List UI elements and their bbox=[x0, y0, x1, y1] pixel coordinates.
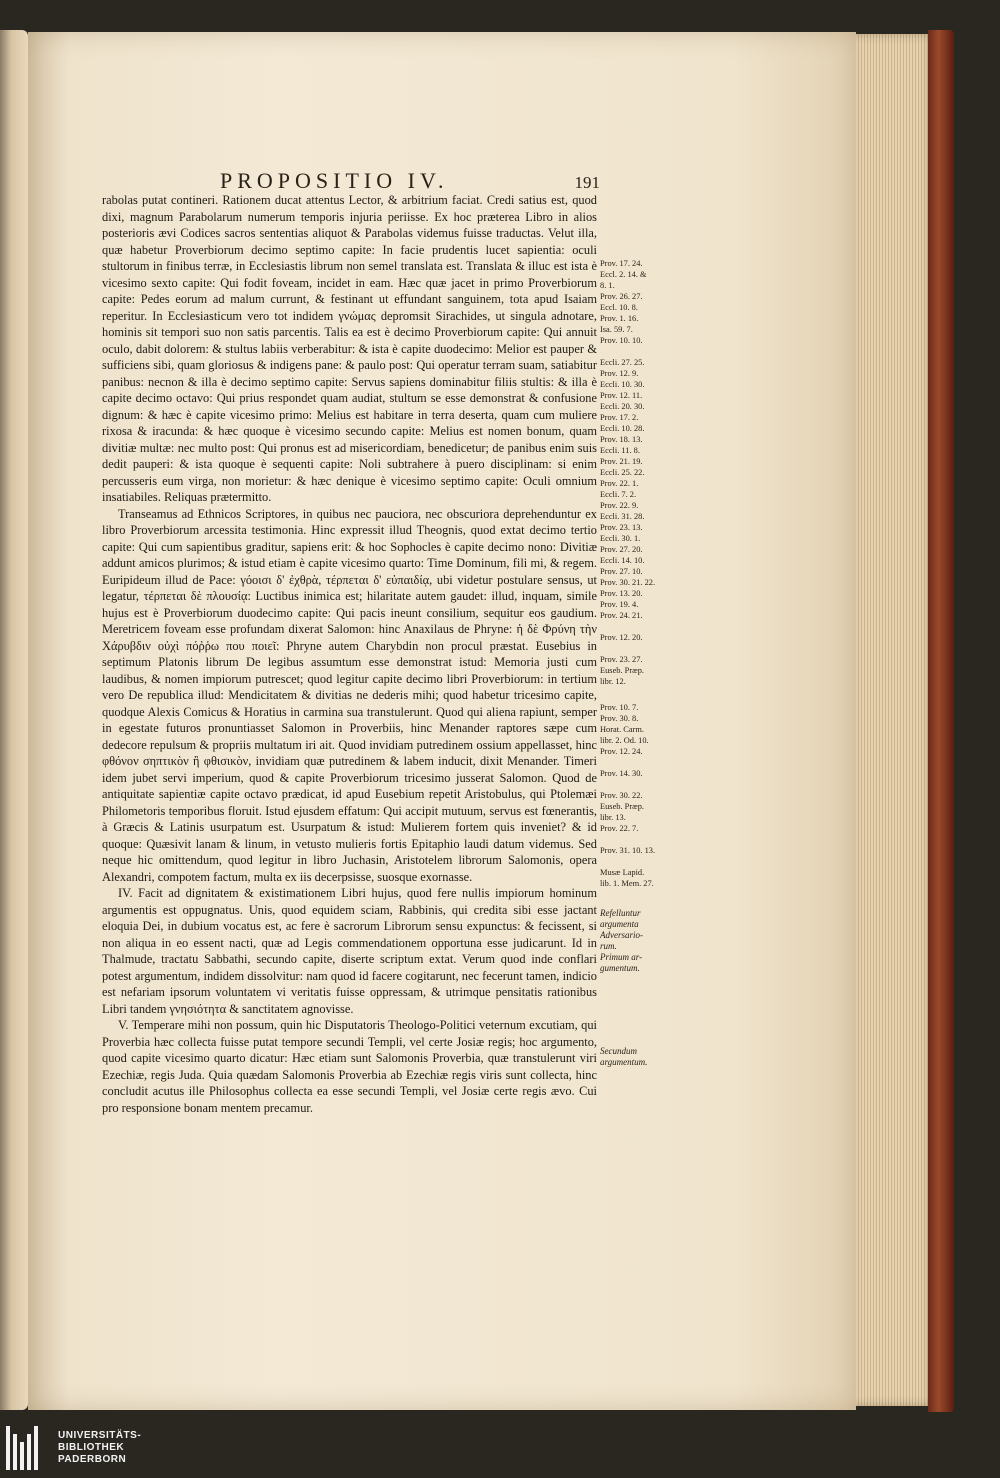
margin-note bbox=[600, 621, 680, 632]
margin-note: Prov. 22. 7. bbox=[600, 824, 639, 833]
paragraph: V. Temperare mihi non possum, quin hic Disputatoris Theologo-Politici veternum excutiam, qui Proverbia hæc collecta fuisse putat tempore secundi Templi, vel certe Josiæ regis; hoc argumento, quod capite vicesimo quarto dicatur: Hæc etiam sunt Salomonis Proverbia, quæ transtulerunt viri Ezechiæ, regis Juda. Quia quædam Salomonis Proverbia ab Ezechiæ regis viris sunt collecta, hinc concludit acutus ille Philosophus collecta ea esse secundi Templi, vel Josiæ certe regis ævo. Cui pro responsione bonam mentem precamur. bbox=[102, 1018, 597, 1115]
margin-note: Prov. 22. 1. bbox=[600, 479, 639, 488]
margin-note: Prov. 14. 30. bbox=[600, 769, 643, 778]
margin-note: Prov. 23. 27. bbox=[600, 655, 643, 664]
margin-note: Secundum bbox=[600, 1046, 637, 1056]
margin-note: Prov. 12. 24. bbox=[600, 747, 643, 756]
margin-note: Eccli. 31. 28. bbox=[600, 512, 645, 521]
margin-note: Prov. 10. 10. bbox=[600, 336, 643, 345]
margin-note: Eccli. 30. 1. bbox=[600, 534, 641, 543]
margin-note: libr. 13. bbox=[600, 813, 626, 822]
margin-note: Eccli. 10. 28. bbox=[600, 424, 645, 433]
page-fore-edge bbox=[856, 34, 936, 1406]
margin-note: Horat. Carm. bbox=[600, 725, 644, 734]
page-number: 191 bbox=[574, 173, 600, 192]
margin-note: Eccli. 27. 25. bbox=[600, 358, 645, 367]
margin-note: Prov. 18. 13. bbox=[600, 435, 643, 444]
margin-note: argumentum. bbox=[600, 1057, 648, 1067]
margin-note bbox=[600, 834, 680, 845]
margin-note: Prov. 21. 19. bbox=[600, 457, 643, 466]
margin-note: Eccl. 2. 14. & bbox=[600, 270, 647, 279]
margin-note: Euseb. Præp. bbox=[600, 666, 644, 675]
facing-page-edge bbox=[0, 30, 28, 1410]
margin-note: Eccli. 7. 2. bbox=[600, 490, 637, 499]
margin-note: Prov. 30. 22. bbox=[600, 791, 643, 800]
margin-note: Primum ar- bbox=[600, 952, 643, 962]
margin-note: Eccli. 11. 8. bbox=[600, 446, 640, 455]
margin-note: Prov. 19. 4. bbox=[600, 600, 639, 609]
margin-note: Prov. 12. 20. bbox=[600, 633, 643, 642]
margin-note: Prov. 30. 21. 22. bbox=[600, 578, 656, 587]
margin-note: Eccli. 25. 22. bbox=[600, 468, 645, 477]
margin-note: 8. 1. bbox=[600, 281, 615, 290]
margin-note: Adversario- bbox=[600, 930, 643, 940]
margin-note: Prov. 17. 2. bbox=[600, 413, 639, 422]
logo-line: BIBLIOTHEK bbox=[58, 1442, 125, 1453]
library-logo bbox=[6, 1426, 141, 1470]
margin-note: rum. bbox=[600, 941, 617, 951]
margin-note: Prov. 22. 9. bbox=[600, 501, 639, 510]
margin-notes-block-4 bbox=[600, 1046, 680, 1068]
paragraph: rabolas putat contineri. Rationem ducat attentus Lector, & arbitrium faciat. Credi satius est, quod dixi, magnum Parabolarum numerum temporis injuria periisse. Ex hoc præterea Libro in alios posterioris ævi Codices sacros sententias aliquot & Parabolas videmus fuisse traductas. Velut illa, quæ habetur Proverbiorum decimo septimo capite: In facie prudentis lucet sapientia: oculi stultorum in finibus terræ, in Ecclesiastis librum non semel translata est. Translata & illuc est ista è vicesimo sexto capite: Qui fodit foveam, incidet in eam. Hæc quæ jacet in primo Proverbiorum capite: Pedes eorum ad malum currunt, & festinant ut effundant sanguinem, tota apud Isaiam reperitur. In Ecclesiasticum vero tot indidem γνώμας depromsit Sirachides, ut singula adnotare, hominis sit tempori suo non satis parcentis. Talis ea est è decimo Proverbiorum capite: Qui annuit oculo, dabit dolorem: & stultus labiis verberabitur: & ista è capite duodecimo: Melior est pauper & sufficiens sibi, quam gloriosus & indigens pane: & paulo post: Qui operatur terram suam, satiabitur panibus: necnon & illa è decimo septimo capite: Servus sapiens dominabitur filiis stultis: & illa è capite decimo octavo: Qui prius respondet quam audiat, stultum se esse demonstrat & confusione dignum: & hæc è capite vicesimo primo: Melius est habitare in terra deserta, quam cum muliere rixosa & iracunda: & hæc quoque è vicesimo secundo capite: Melius est nomen bonum, quam divitiæ multæ: nec multo post: Qui pronus est ad misericordiam, benedicetur; de panibus enim suis dedit pauperi: & ista quoque è sequenti capite: Noli subtrahere à puero disciplinam: si enim percusseris eum virga, non morietur: & hæc denique è vicesimo septimo capite: Oculi omnium insatiabiles. Reliquas prætermitto. bbox=[102, 193, 597, 504]
margin-notes-block-2 bbox=[600, 702, 680, 889]
margin-note: Prov. 31. 10. 13. bbox=[600, 846, 656, 855]
main-text bbox=[102, 192, 597, 1116]
margin-note: Prov. 23. 13. bbox=[600, 523, 643, 532]
margin-note: libr. 12. bbox=[600, 677, 626, 686]
logo-line: UNIVERSITÄTS- bbox=[58, 1430, 142, 1441]
margin-note: gumentum. bbox=[600, 963, 640, 973]
margin-note bbox=[600, 779, 680, 790]
margin-note: Prov. 30. 8. bbox=[600, 714, 639, 723]
margin-note: Prov. 26. 27. bbox=[600, 292, 643, 301]
margin-notes-block-3 bbox=[600, 908, 680, 974]
library-logo-icon bbox=[6, 1426, 52, 1470]
running-title: PROPOSITIO IV. bbox=[220, 168, 449, 193]
margin-note: lib. 1. Mem. 27. bbox=[600, 879, 654, 888]
margin-note: Refelluntur bbox=[600, 908, 641, 918]
margin-note: Eccli. 20. 30. bbox=[600, 402, 645, 411]
margin-note: argumenta bbox=[600, 919, 639, 929]
paragraph: IV. Facit ad dignitatem & existimationem Libri hujus, quod fere nullis impiorum hominum argumentis est oppugnatus. Unis, quod equidem sciam, Rabbinis, qui credita sibi esse jactant eloquia Dei, in dubium vocatus est, ac fere è sacrorum Librorum sensu expunctus: & fecissent, si non aliqua in eo essent nacti, quæ ad Legis commendationem opportuna esse judicarunt. Id in Thalmude, tractatu Sabbathi, secundo capite, diserte scriptum extat. Verum quod inde conflari potest argumentum, indidem dissolvitur: nam quod id facere cogitarunt, nec fecerunt tamen, indicio est nefariam ipsorum voluntatem vi veritatis fuisse oppressam, & utrimque pensitatis rationibus Libri tandem γνησιότητα & sanctitatem agnovisse. bbox=[102, 886, 597, 1016]
margin-note: Prov. 13. 20. bbox=[600, 589, 643, 598]
margin-note: Prov. 27. 10. bbox=[600, 567, 643, 576]
margin-note: Prov. 12. 9. bbox=[600, 369, 639, 378]
margin-note: Eccli. 10. 30. bbox=[600, 380, 645, 389]
margin-note: Isa. 59. 7. bbox=[600, 325, 633, 334]
book-cover-edge bbox=[928, 30, 954, 1412]
margin-notes-block-1 bbox=[600, 258, 680, 687]
margin-note: Prov. 1. 16. bbox=[600, 314, 639, 323]
margin-note: Prov. 12. 11. bbox=[600, 391, 643, 400]
page-header bbox=[220, 168, 600, 194]
margin-note: Prov. 27. 20. bbox=[600, 545, 643, 554]
margin-note: Eccl. 10. 8. bbox=[600, 303, 638, 312]
margin-note bbox=[600, 346, 680, 357]
margin-note: Prov. 10. 7. bbox=[600, 703, 639, 712]
margin-note: Musæ Lapid. bbox=[600, 868, 645, 877]
margin-note: Prov. 24. 21. bbox=[600, 611, 643, 620]
margin-note: Prov. 17. 24. bbox=[600, 259, 643, 268]
margin-note: libr. 2. Od. 10. bbox=[600, 736, 649, 745]
margin-note: Euseb. Præp. bbox=[600, 802, 644, 811]
margin-note bbox=[600, 856, 680, 867]
margin-note bbox=[600, 757, 680, 768]
paragraph: Transeamus ad Ethnicos Scriptores, in quibus nec pauciora, nec obscuriora deprehenduntur ex libro Proverbiorum arcessita testimonia. Hinc expressit illud Theognis, quod extat decimo tertio capite: Qui cum sapientibus graditur, sapiens erit: & hoc Sophocles è capite decimo nono: Divitiæ addunt amicos plurimos; & istud etiam è capite vicesimo quarto: Time Dominum, fili mi, & regem. Euripideum illud de Pace: γόοισι δ' ἐχθρὰ, τέρπεται δ' εὐπαιδίᾳ, ubi videtur postulare sensus, ut legatur, τέρπεται δὲ πλουσίᾳ: Luctibus inimica est; hilaritate autem gaudet: illud, inquam, simile hujus est è Proverbiorum duodecimo capite: Qui pacis ineunt consilium, sequitur eos gaudium. Meretricem foveam esse profundam dixerat Salomon: hinc Anaxilaus de Phryne: ἡ δὲ Φρύνη τὴν Χάρυβδιν οὐχὶ πόῤῥω που ποιεῖ: Phryne autem Charybdin non procul præstat. Eusebius in septimum Platonis librum De legibus assumtum esse demonstrat istud: Memoria justi cum laudibus, & nomen impiorum putrescet; quod legitur capite decimo libri Proverbiorum: in tertium vero De republica illud: Mendicitatem & divitias ne dederis mihi; quod habetur tricesimo capite, quodque Alexis Comicus & Horatius in carmina sua transtulerunt. Quod qui aliena rapiunt, semper in egestate futuros pronuntiasset Salomon in Proverbiis, hinc Menander raptores sæpe cum dedecore repulsum & propriis multatum iri ait. Quod invidiam putredinem ossium appellasset, hinc φθόνον σηπτικὸν ἢ φθισικὸν, invidiam quæ putredinem & labem inducit, dixit Menander. Timeri idem jubet servi imperium, quod & capite Proverbiorum tricesimo jusserat Salomon. Quod de antiquitate sapientiæ capite octavo prædicat, id apud Eusebium repetit Aristobulus, qui Ptolemæi Philometoris temporibus floruit. Istud ejusdem effatum: Qui accipit mutuum, servus est fœnerantis, à Græcis & Latinis usurpatum est. Usurpatum & istud: Mulierem fortem quis inveniet? & id quoque: Quæsivit lanam & linum, in vetusto mulieris fortis Epitaphio laudi datum videmus. Sed neque hic omittendum, quod legitur in libro Juchasin, Aristotelem librorum Salomonis, opera Alexandri, compotem factum, multa ex iis decerpsisse, suosque exornasse. bbox=[102, 506, 597, 884]
margin-note: Eccli. 14. 10. bbox=[600, 556, 645, 565]
logo-line: PADERBORN bbox=[58, 1454, 127, 1465]
margin-note bbox=[600, 643, 680, 654]
